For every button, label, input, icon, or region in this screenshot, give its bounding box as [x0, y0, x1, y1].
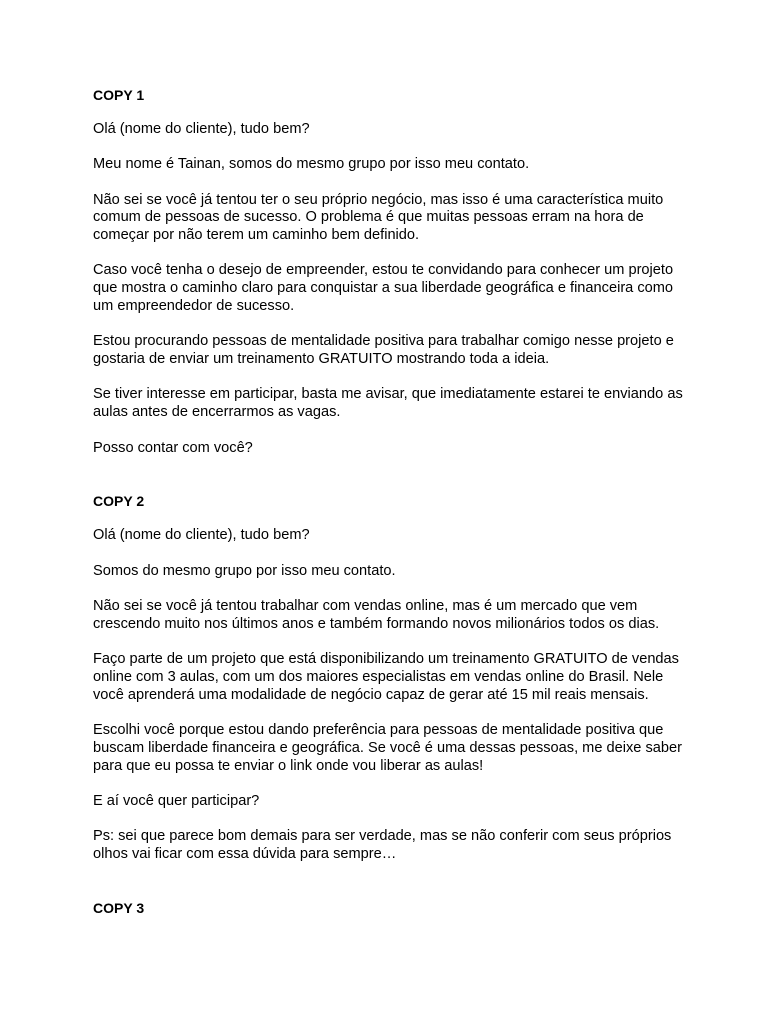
copy-heading: COPY 1 [93, 87, 145, 103]
copy-heading: COPY 3 [93, 899, 145, 916]
copy-heading: COPY 2 [93, 493, 145, 510]
copy-section-2 [93, 492, 693, 863]
postscript-paragraph: Ps: sei que parece bom demais para ser verdade, mas se não conferir com seus próprios olhos vai ficar com essa dúvida para sempre… [93, 828, 672, 862]
intro-paragraph: Meu nome é Tainan, somos do mesmo grupo por isso meu contato. [93, 156, 530, 173]
greeting-paragraph: Olá (nome do cliente), tudo bem? [93, 527, 310, 544]
document-page [93, 86, 693, 934]
greeting-paragraph: Olá (nome do cliente), tudo bem? [93, 121, 310, 137]
intro-paragraph: Somos do mesmo grupo por isso meu contato. [93, 562, 396, 579]
body-paragraph: Não sei se você já tentou ter o seu próprio negócio, mas isso é uma característica muito comum de pessoas de sucesso. O problema é que muitas pessoas erram na hora de começar por não terem um caminho bem definido. [93, 191, 664, 244]
body-paragraph: Estou procurando pessoas de mentalidade positiva para trabalhar comigo nesse projeto e gostaria de enviar um treinamento GRATUITO mostrando toda a ideia. [93, 333, 674, 368]
body-paragraph: Escolhi você porque estou dando preferência para pessoas de mentalidade positiva que buscam liberdade financeira e geográfica. Se você é uma dessas pessoas, me deixe saber para que eu possa te enviar o link onde vou liberar as aulas! [93, 721, 682, 774]
copy-section-3 [93, 899, 693, 917]
closing-paragraph: E aí você quer participar? [93, 792, 260, 809]
copy-section-1 [93, 86, 693, 457]
body-paragraph: Não sei se você já tentou trabalhar com vendas online, mas é um mercado que vem crescendo muito nos últimos anos e também formando novos milionários todos os dias. [93, 597, 660, 632]
body-paragraph: Caso você tenha o desejo de empreender, estou te convidando para conhecer um projeto que mostra o caminho claro para conquistar a sua liberdade geográfica e financeira como um empreendedor de sucesso. [93, 262, 674, 315]
closing-paragraph: Posso contar com você? [93, 439, 253, 456]
body-paragraph: Se tiver interesse em participar, basta me avisar, que imediatamente estarei te enviando as aulas antes de encerrarmos as vagas. [93, 386, 683, 421]
body-paragraph: Faço parte de um projeto que está disponibilizando um treinamento GRATUITO de vendas online com 3 aulas, com um dos maiores especialistas em vendas online do Brasil. Nele você aprenderá uma modalidade de negócio capaz de gerar até 15 mil reais mensais. [93, 651, 679, 703]
